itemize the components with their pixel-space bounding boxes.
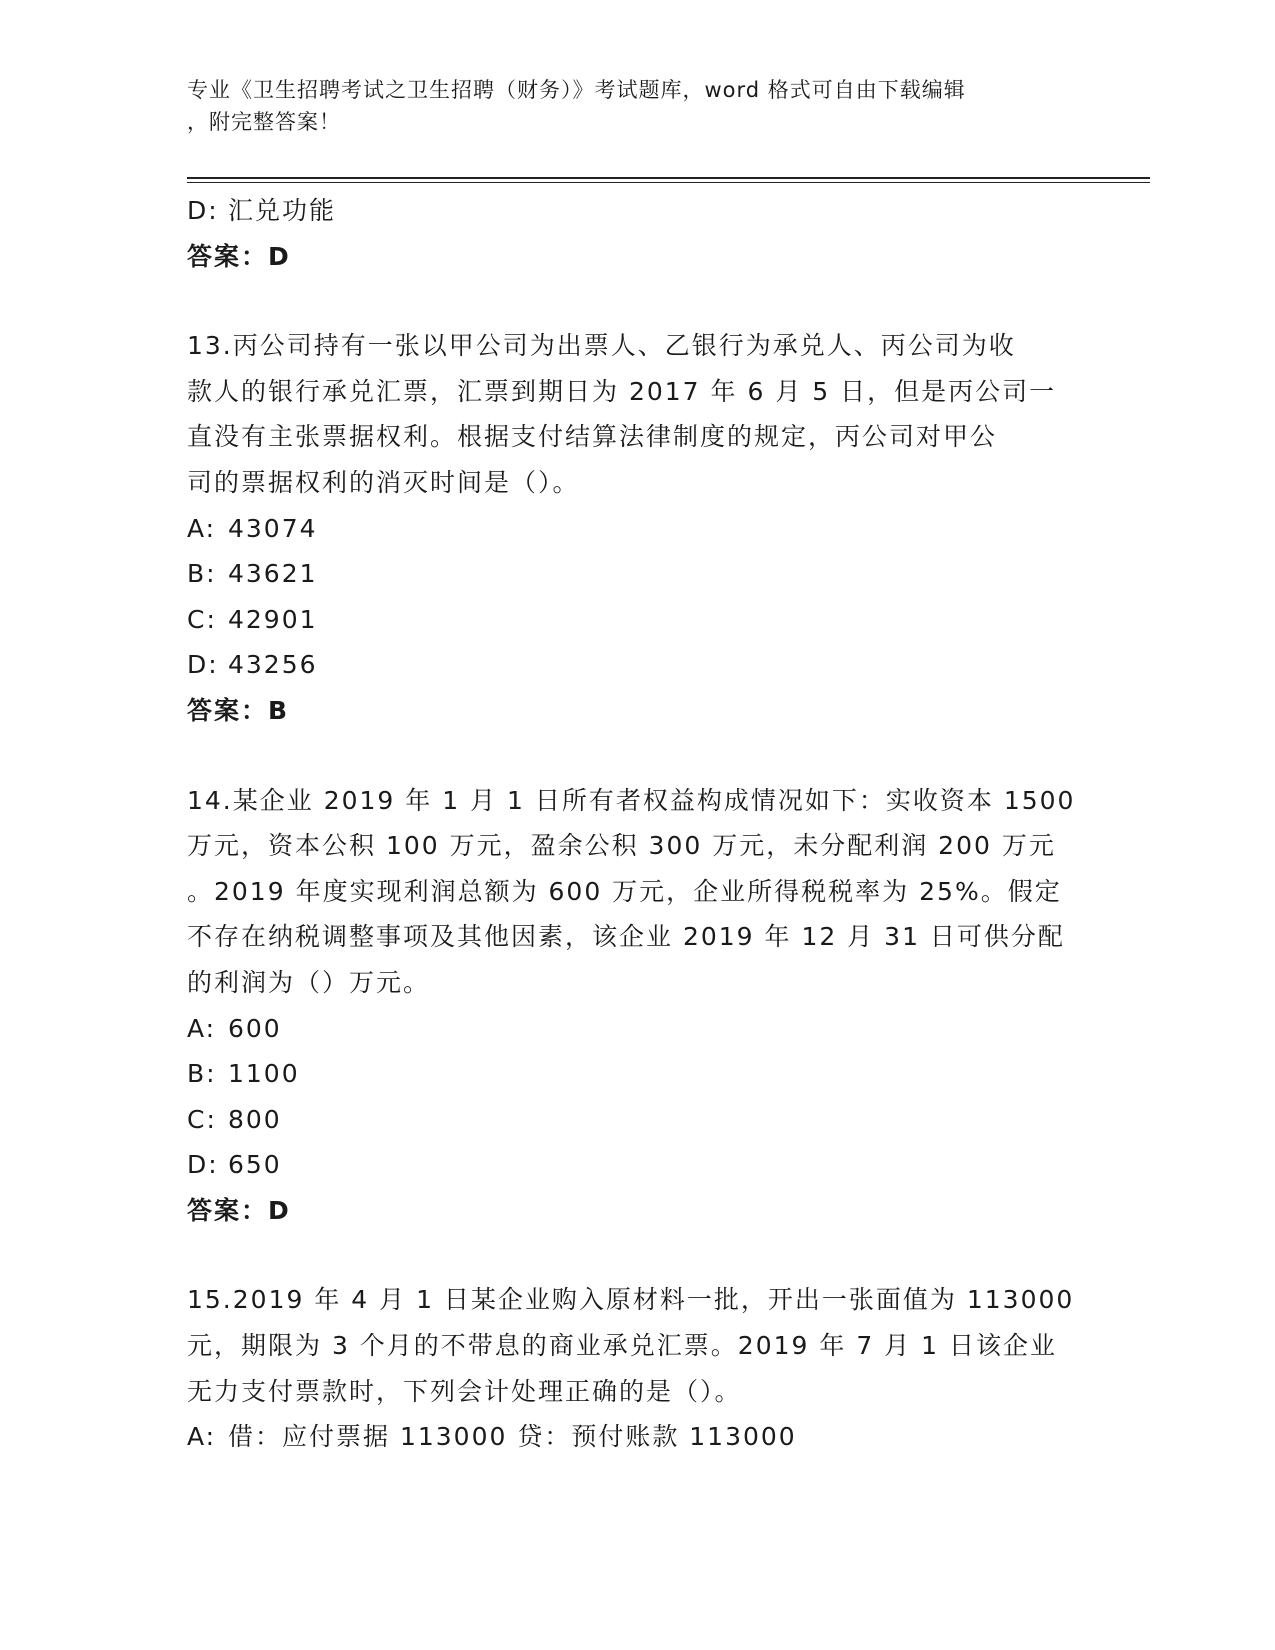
option-key: D:: [187, 1150, 219, 1180]
option-key: C:: [187, 604, 217, 634]
option-row: [187, 1006, 1087, 1052]
page-header: [187, 74, 1067, 138]
question-text-line: 。2019 年度实现利润总额为 600 万元，企业所得税税率为 25%。假定: [187, 876, 1062, 906]
answer-line: 答案：D: [187, 1195, 291, 1225]
option-row: [187, 1097, 1087, 1143]
option-text: 借：应付票据 113000 贷：预付账款 113000: [228, 1422, 797, 1452]
option-key: A:: [187, 513, 217, 543]
option-key: C:: [187, 1104, 217, 1134]
option-row: [187, 506, 1087, 552]
option-key: D:: [187, 650, 219, 680]
spacer: [187, 1233, 1087, 1277]
answer-line: 答案：B: [187, 695, 290, 725]
option-text: 800: [228, 1104, 282, 1134]
spacer: [187, 734, 1087, 778]
option-text: 650: [228, 1150, 282, 1180]
option-key: B:: [187, 559, 217, 589]
option-row: [187, 551, 1087, 597]
question-text-line: 直没有主张票据权利。根据支付结算法律制度的规定，丙公司对甲公: [187, 422, 998, 452]
question-content: [187, 188, 1087, 1460]
option-key: A:: [187, 1422, 217, 1452]
option-text: 汇兑功能: [228, 196, 337, 225]
question-text-line: 14.某企业 2019 年 1 月 1 日所有者权益构成情况如下：实收资本 1500: [187, 785, 1076, 815]
header-rule-thick: [187, 177, 1150, 179]
question-text-line: 司的票据权利的消灭时间是（）。: [187, 467, 580, 497]
question-text-line: 13.丙公司持有一张以甲公司为出票人、乙银行为承兑人、丙公司为收: [187, 331, 1016, 361]
question-text-line: 的利润为（）万元。: [187, 967, 431, 997]
question-13: [187, 323, 1087, 733]
option-row: [187, 1142, 1087, 1188]
option-key: D:: [187, 196, 219, 225]
option-row: [187, 597, 1087, 643]
option-row: [187, 642, 1087, 688]
option-text: 43621: [228, 559, 318, 589]
question-text-line: 元，期限为 3 个月的不带息的商业承兑汇票。2019 年 7 月 1 日该企业: [187, 1331, 1057, 1361]
option-text: 43074: [228, 513, 318, 543]
option-row: [187, 188, 1087, 234]
question-text-line: 不存在纳税调整事项及其他因素，该企业 2019 年 12 月 31 日可供分配: [187, 922, 1065, 952]
option-text: 42901: [228, 604, 318, 634]
question-text-line: 无力支付票款时，下列会计处理正确的是（）。: [187, 1376, 742, 1406]
header-line-1: 专业《卫生招聘考试之卫生招聘（财务）》考试题库，word 格式可自由下载编辑: [187, 78, 966, 102]
question-text-line: 款人的银行承兑汇票，汇票到期日为 2017 年 6 月 5 日，但是丙公司一: [187, 376, 1057, 406]
header-rule-thin: [187, 182, 1150, 183]
option-row: [187, 1051, 1087, 1097]
question-15: [187, 1277, 1087, 1459]
option-key: B:: [187, 1059, 217, 1089]
option-row: [187, 1414, 1087, 1460]
option-key: A:: [187, 1013, 217, 1043]
question-14: [187, 778, 1087, 1234]
question-text-line: 万元，资本公积 100 万元，盈余公积 300 万元，未分配利润 200 万元: [187, 831, 1056, 861]
option-text: 600: [228, 1013, 282, 1043]
header-line-2: ，附完整答案！: [187, 110, 341, 134]
question-text-line: 15.2019 年 4 月 1 日某企业购入原材料一批，开出一张面值为 113000: [187, 1285, 1075, 1315]
option-text: 1100: [228, 1059, 300, 1089]
spacer: [187, 279, 1087, 323]
option-text: 43256: [228, 650, 318, 680]
answer-line: 答案：D: [187, 241, 291, 271]
